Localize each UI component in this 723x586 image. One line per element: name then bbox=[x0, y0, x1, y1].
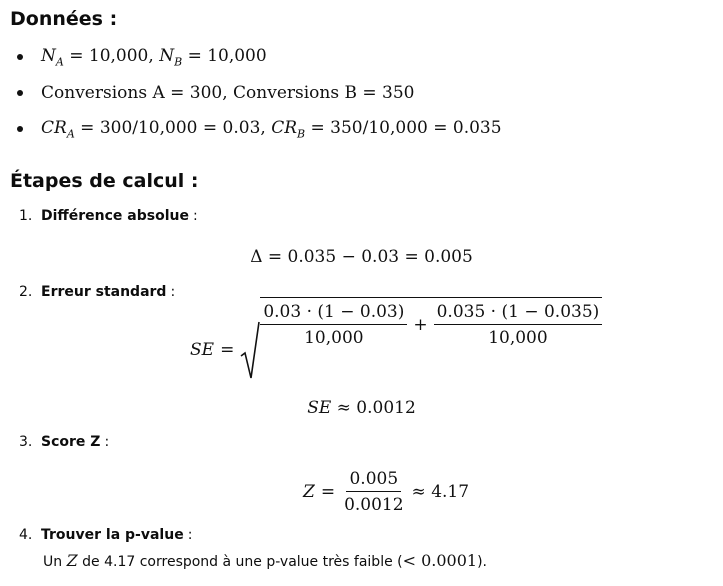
step-number: 4. bbox=[19, 527, 33, 543]
math-sample-sizes: $N_A = 10,000$, $N_B = 10,000$ bbox=[41, 45, 267, 69]
plus-sign: + bbox=[413, 314, 428, 335]
fraction-b: $\frac{0.035 \cdot (1 - 0.035)}{10,000}$ bbox=[434, 302, 603, 348]
step-1 bbox=[19, 208, 198, 224]
equation-se-approx: SE ≈ 0.0012 bbox=[307, 398, 416, 418]
math-conversion-rates: $CR_A = 300/10,000 = 0.03$, $CR_B = 350/10,000 = 0.035$ bbox=[41, 117, 502, 141]
equation-standard-error bbox=[190, 301, 602, 380]
list-item-conversions bbox=[17, 81, 415, 105]
step-3 bbox=[19, 434, 109, 450]
step-number: 3. bbox=[19, 434, 33, 450]
step-label: Score Z bbox=[41, 434, 101, 450]
equals-sign: = bbox=[320, 482, 336, 502]
bullet-icon bbox=[17, 54, 23, 60]
list-item-conversion-rates bbox=[17, 117, 502, 141]
etapes-heading: Étapes de calcul : bbox=[10, 170, 199, 192]
fraction-a: $\frac{0.03 \cdot (1 - 0.03)}{10,000}$ bbox=[260, 302, 407, 348]
se-symbol: SE bbox=[190, 340, 215, 360]
step-4 bbox=[19, 527, 192, 543]
fraction-z: $\frac{0.005}{0.0012}$ bbox=[344, 469, 404, 515]
step-number: 2. bbox=[19, 284, 33, 300]
bullet-icon bbox=[17, 126, 23, 132]
step-number: 1. bbox=[19, 208, 33, 224]
step-2 bbox=[19, 284, 175, 300]
step-label: Erreur standard bbox=[41, 284, 167, 300]
bullet-icon bbox=[17, 90, 23, 96]
z-result: ≈ 4.17 bbox=[411, 482, 470, 502]
step-label: Différence absolue bbox=[41, 208, 189, 224]
step-colon: : bbox=[187, 527, 193, 543]
z-symbol: Z bbox=[303, 482, 315, 502]
equation-z-score bbox=[303, 466, 469, 518]
step-label: Trouver la p-value bbox=[41, 527, 184, 543]
step-colon: : bbox=[170, 284, 176, 300]
sqrt-radicand bbox=[260, 297, 602, 348]
step-colon: : bbox=[104, 434, 110, 450]
equals-sign: = bbox=[220, 340, 235, 360]
p-value-note: Un Z de 4.17 correspond à une p-value très faible (< 0.0001). bbox=[43, 551, 488, 570]
sqrt-icon bbox=[240, 320, 260, 380]
math-conversions: Conversions A = 300, Conversions B = 350 bbox=[41, 83, 415, 103]
donnees-heading: Données : bbox=[10, 8, 118, 30]
step-colon: : bbox=[192, 208, 198, 224]
equation-delta: Δ = 0.035 − 0.03 = 0.005 bbox=[250, 247, 473, 267]
list-item-sample-sizes bbox=[17, 45, 267, 69]
